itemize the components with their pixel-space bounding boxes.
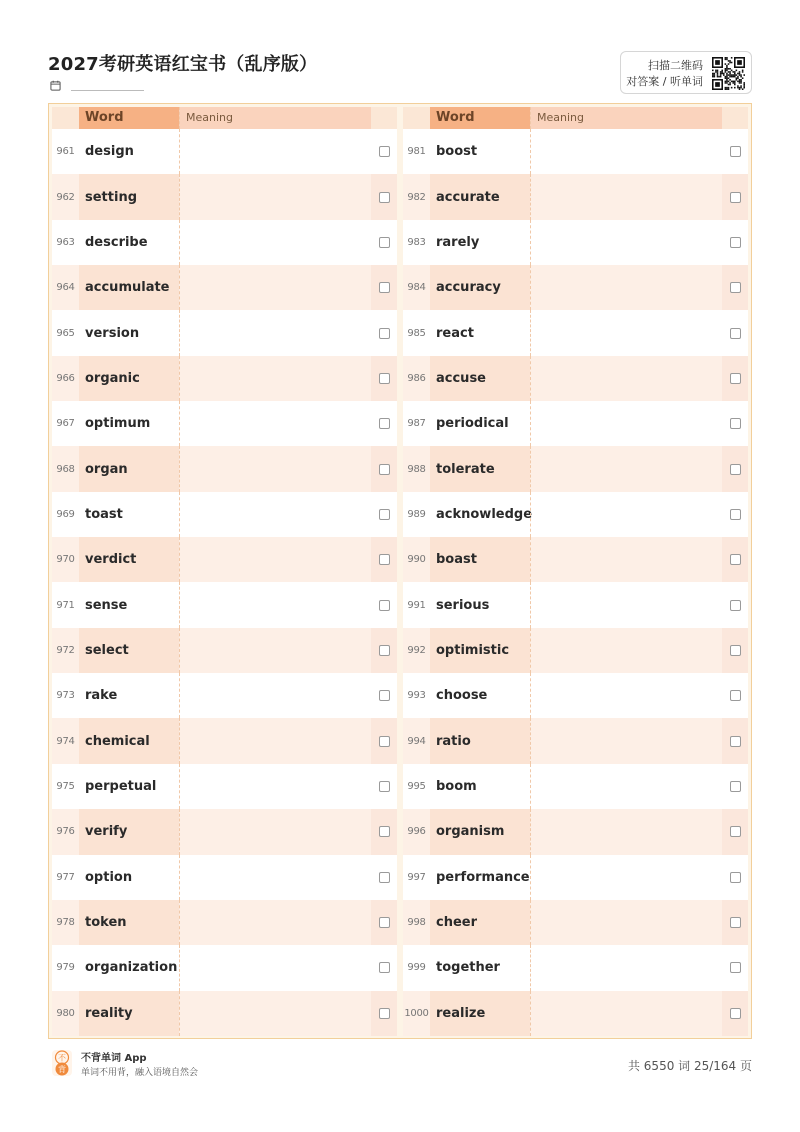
table-row [403, 582, 748, 627]
row-number: 970 [56, 554, 75, 566]
table-row [52, 401, 397, 446]
row-number: 979 [56, 962, 75, 974]
table-row [52, 673, 397, 718]
row-number: 985 [407, 327, 426, 339]
rows-left [52, 129, 397, 1036]
checkbox-icon[interactable] [730, 328, 741, 339]
row-word: organization [85, 960, 178, 976]
header-meaning: Meaning [179, 107, 371, 129]
meaning-field[interactable] [179, 537, 371, 582]
checkbox-icon[interactable] [379, 146, 390, 157]
row-number: 964 [56, 282, 75, 294]
row-word: tolerate [430, 446, 530, 491]
row-word: accuracy [430, 265, 530, 310]
table-row [52, 855, 397, 900]
table-row [52, 174, 397, 219]
app-slogan: 单词不用背，融入语境自然会 [81, 1068, 199, 1078]
row-check-cell [371, 628, 397, 673]
row-word: organ [79, 446, 179, 491]
checkbox-icon[interactable] [730, 1008, 741, 1019]
table-row [52, 628, 397, 673]
row-word: chemical [79, 718, 179, 763]
table-row [52, 446, 397, 491]
checkbox-icon[interactable] [379, 509, 390, 520]
row-word: accuse [430, 356, 530, 401]
row-check-cell [371, 492, 397, 537]
row-word: boost [436, 144, 478, 160]
qr-caption-line1: 扫描二维码 [648, 59, 703, 72]
row-check-cell [371, 855, 397, 900]
row-check-cell [722, 129, 748, 174]
row-word: optimum [85, 416, 151, 432]
row-word: select [79, 628, 179, 673]
header-number [403, 107, 430, 129]
row-number: 998 [407, 917, 426, 929]
meaning-field[interactable] [530, 129, 722, 174]
row-check-cell [722, 764, 748, 809]
row-number: 973 [56, 690, 75, 702]
word-table-left [52, 107, 397, 1036]
table-row [403, 945, 748, 990]
row-check-cell [371, 265, 397, 310]
row-number: 991 [407, 599, 426, 611]
qr-code-icon[interactable] [712, 57, 745, 90]
row-check-cell [371, 310, 397, 355]
checkbox-icon[interactable] [379, 917, 390, 928]
checkbox-icon[interactable] [379, 373, 390, 384]
row-number: 997 [407, 871, 426, 883]
checkbox-icon[interactable] [730, 781, 741, 792]
meaning-field[interactable] [530, 628, 722, 673]
row-word: design [85, 144, 134, 160]
table-row [403, 446, 748, 491]
meaning-field[interactable] [179, 174, 371, 219]
meaning-field[interactable] [179, 945, 371, 990]
meaning-field[interactable] [530, 265, 722, 310]
row-number: 1000 [404, 1007, 429, 1019]
meaning-field[interactable] [530, 945, 722, 990]
header-word: Word [79, 107, 179, 129]
checkbox-icon[interactable] [730, 917, 741, 928]
meaning-field[interactable] [179, 401, 371, 446]
meaning-field[interactable] [530, 764, 722, 809]
row-number: 966 [56, 372, 75, 384]
row-word: rake [85, 688, 118, 704]
row-word: organism [430, 809, 530, 854]
row-word: setting [79, 174, 179, 219]
row-check-cell [722, 628, 748, 673]
row-check-cell [722, 537, 748, 582]
row-number: 981 [407, 146, 426, 158]
checkbox-icon[interactable] [379, 872, 390, 883]
row-word: reality [79, 991, 179, 1036]
meaning-field[interactable] [530, 356, 722, 401]
row-check-cell [371, 129, 397, 174]
meaning-field[interactable] [179, 265, 371, 310]
row-check-cell [371, 174, 397, 219]
row-number: 975 [56, 780, 75, 792]
row-word: accurate [430, 174, 530, 219]
meaning-field[interactable] [179, 129, 371, 174]
row-word: organic [79, 356, 179, 401]
row-word: accumulate [79, 265, 179, 310]
row-number: 996 [407, 826, 426, 838]
row-number: 986 [407, 372, 426, 384]
row-check-cell [722, 673, 748, 718]
row-number: 974 [56, 735, 75, 747]
table-row [52, 764, 397, 809]
row-number: 969 [56, 508, 75, 520]
table-row [403, 673, 748, 718]
checkbox-icon[interactable] [730, 237, 741, 248]
row-number: 961 [56, 146, 75, 158]
meaning-field[interactable] [530, 855, 722, 900]
row-check-cell [722, 945, 748, 990]
row-number: 992 [407, 644, 426, 656]
checkbox-icon[interactable] [730, 509, 741, 520]
meaning-field[interactable] [179, 628, 371, 673]
row-check-cell [371, 764, 397, 809]
row-check-cell [722, 356, 748, 401]
checkbox-icon[interactable] [379, 600, 390, 611]
row-number: 968 [56, 463, 75, 475]
meaning-field[interactable] [179, 991, 371, 1036]
qr-panel [620, 51, 752, 94]
row-number: 967 [56, 418, 75, 430]
checkbox-icon[interactable] [379, 781, 390, 792]
meaning-field[interactable] [179, 492, 371, 537]
checkbox-icon[interactable] [730, 736, 741, 747]
header-meaning: Meaning [530, 107, 722, 129]
table-row [403, 809, 748, 854]
meaning-field[interactable] [530, 809, 722, 854]
row-check-cell [371, 446, 397, 491]
row-check-cell [722, 855, 748, 900]
page-title: 2027考研英语红宝书（乱序版） [48, 54, 318, 75]
meaning-field[interactable] [179, 673, 371, 718]
checkbox-icon[interactable] [379, 282, 390, 293]
table-row [403, 628, 748, 673]
row-check-cell [722, 310, 748, 355]
checkbox-icon[interactable] [379, 418, 390, 429]
calendar-icon [50, 80, 61, 91]
logo-char-bottom: 背 [58, 1065, 66, 1074]
header-number [52, 107, 79, 129]
row-number: 965 [56, 327, 75, 339]
checkbox-icon[interactable] [379, 826, 390, 837]
row-word: describe [85, 234, 148, 250]
table-row [52, 129, 397, 174]
checkbox-icon[interactable] [379, 645, 390, 656]
checkbox-icon[interactable] [730, 192, 741, 203]
row-number: 976 [56, 826, 75, 838]
row-word: boast [430, 537, 530, 582]
meaning-field[interactable] [530, 673, 722, 718]
table-row [52, 945, 397, 990]
row-word: boom [436, 778, 477, 794]
row-number: 972 [56, 644, 75, 656]
row-check-cell [371, 945, 397, 990]
checkbox-icon[interactable] [730, 418, 741, 429]
table-row [403, 718, 748, 763]
header-check [371, 107, 397, 129]
checkbox-icon[interactable] [379, 554, 390, 565]
checkbox-icon[interactable] [730, 645, 741, 656]
row-check-cell [722, 401, 748, 446]
checkbox-icon[interactable] [730, 600, 741, 611]
page-info: 共 6550 词 25/164 页 [627, 1059, 752, 1073]
checkbox-icon[interactable] [730, 146, 741, 157]
table-row [403, 265, 748, 310]
row-word: toast [85, 506, 123, 522]
meaning-field[interactable] [179, 220, 371, 265]
checkbox-icon[interactable] [730, 690, 741, 701]
meaning-field[interactable] [179, 900, 371, 945]
row-word: serious [436, 597, 490, 613]
table-row [52, 582, 397, 627]
row-word: performance [436, 869, 530, 885]
row-check-cell [371, 401, 397, 446]
row-word: acknowledge [436, 506, 533, 522]
checkbox-icon[interactable] [379, 1008, 390, 1019]
row-number: 989 [407, 508, 426, 520]
meaning-field[interactable] [530, 492, 722, 537]
row-check-cell [722, 900, 748, 945]
row-number: 993 [407, 690, 426, 702]
row-word: token [79, 900, 179, 945]
row-check-cell [371, 356, 397, 401]
row-number: 978 [56, 917, 75, 929]
row-word: ratio [430, 718, 530, 763]
table-row [403, 764, 748, 809]
header-word: Word [430, 107, 530, 129]
qr-caption [626, 58, 703, 90]
table-row [52, 900, 397, 945]
table-row [403, 310, 748, 355]
row-check-cell [722, 220, 748, 265]
row-word: option [85, 869, 133, 885]
row-word: version [85, 325, 140, 341]
row-check-cell [722, 492, 748, 537]
row-check-cell [371, 991, 397, 1036]
table-row [403, 855, 748, 900]
row-word: choose [436, 688, 488, 704]
meaning-field[interactable] [530, 310, 722, 355]
meaning-field[interactable] [530, 537, 722, 582]
row-number: 987 [407, 418, 426, 430]
table-row [52, 310, 397, 355]
meaning-field[interactable] [179, 809, 371, 854]
row-check-cell [371, 809, 397, 854]
row-check-cell [722, 582, 748, 627]
word-table-right [403, 107, 748, 1036]
meaning-field[interactable] [179, 446, 371, 491]
date-field[interactable] [71, 81, 144, 91]
table-row [52, 991, 397, 1036]
checkbox-icon[interactable] [379, 464, 390, 475]
header-check [722, 107, 748, 129]
checkbox-icon[interactable] [730, 872, 741, 883]
logo-char-top: 不 [58, 1053, 66, 1063]
row-number: 982 [407, 191, 426, 203]
table-row [52, 265, 397, 310]
meaning-field[interactable] [530, 718, 722, 763]
row-check-cell [371, 900, 397, 945]
meaning-field[interactable] [530, 174, 722, 219]
table-row [52, 537, 397, 582]
row-number: 963 [56, 236, 75, 248]
meaning-field[interactable] [179, 582, 371, 627]
meaning-field[interactable] [530, 582, 722, 627]
row-check-cell [371, 582, 397, 627]
table-header [52, 107, 397, 129]
qr-caption-line2: 对答案 / 听单词 [626, 75, 703, 88]
checkbox-icon[interactable] [730, 282, 741, 293]
row-check-cell [371, 718, 397, 763]
row-check-cell [722, 991, 748, 1036]
meaning-field[interactable] [530, 900, 722, 945]
row-number: 999 [407, 962, 426, 974]
table-row [403, 129, 748, 174]
meaning-field[interactable] [530, 446, 722, 491]
row-number: 977 [56, 871, 75, 883]
checkbox-icon[interactable] [730, 962, 741, 973]
row-number: 994 [407, 735, 426, 747]
meaning-field[interactable] [179, 718, 371, 763]
row-word: optimistic [430, 628, 530, 673]
checkbox-icon[interactable] [379, 192, 390, 203]
row-word: periodical [436, 416, 509, 432]
row-check-cell [371, 537, 397, 582]
checkbox-icon[interactable] [379, 328, 390, 339]
row-number: 962 [56, 191, 75, 203]
row-number: 980 [56, 1007, 75, 1019]
meaning-field[interactable] [179, 764, 371, 809]
table-row [403, 900, 748, 945]
row-word: verify [79, 809, 179, 854]
row-word: react [436, 325, 474, 341]
row-word: rarely [436, 234, 480, 250]
row-number: 995 [407, 780, 426, 792]
app-name: 不背单词 App [81, 1053, 147, 1064]
table-row [52, 718, 397, 763]
row-check-cell [722, 718, 748, 763]
date-row [50, 80, 144, 91]
table-row [52, 492, 397, 537]
table-row [52, 220, 397, 265]
table-row [403, 220, 748, 265]
table-row [52, 356, 397, 401]
meaning-field[interactable] [530, 401, 722, 446]
table-row [403, 537, 748, 582]
row-word: verdict [79, 537, 179, 582]
rows-right [403, 129, 748, 1036]
row-number: 988 [407, 463, 426, 475]
meaning-field[interactable] [179, 310, 371, 355]
meaning-field[interactable] [530, 991, 722, 1036]
row-number: 983 [407, 236, 426, 248]
table-row [403, 356, 748, 401]
checkbox-icon[interactable] [379, 736, 390, 747]
table-row [403, 174, 748, 219]
table-row [403, 401, 748, 446]
meaning-field[interactable] [179, 855, 371, 900]
row-word: realize [430, 991, 530, 1036]
checkbox-icon[interactable] [730, 464, 741, 475]
table-row [52, 809, 397, 854]
app-logo-icon [52, 1050, 72, 1076]
row-check-cell [371, 220, 397, 265]
table-row [403, 492, 748, 537]
table-row [403, 991, 748, 1036]
meaning-field[interactable] [530, 220, 722, 265]
table-header [403, 107, 748, 129]
row-check-cell [722, 174, 748, 219]
checkbox-icon[interactable] [379, 237, 390, 248]
row-check-cell [722, 809, 748, 854]
row-word: perpetual [85, 778, 157, 794]
row-word: together [436, 960, 500, 976]
row-check-cell [722, 446, 748, 491]
checkbox-icon[interactable] [730, 373, 741, 384]
word-list-frame [48, 103, 752, 1039]
row-number: 984 [407, 282, 426, 294]
checkbox-icon[interactable] [730, 554, 741, 565]
row-check-cell [371, 673, 397, 718]
row-word: sense [85, 597, 128, 613]
checkbox-icon[interactable] [379, 690, 390, 701]
row-word: cheer [430, 900, 530, 945]
checkbox-icon[interactable] [379, 962, 390, 973]
row-check-cell [722, 265, 748, 310]
meaning-field[interactable] [179, 356, 371, 401]
checkbox-icon[interactable] [730, 826, 741, 837]
row-number: 990 [407, 554, 426, 566]
row-number: 971 [56, 599, 75, 611]
